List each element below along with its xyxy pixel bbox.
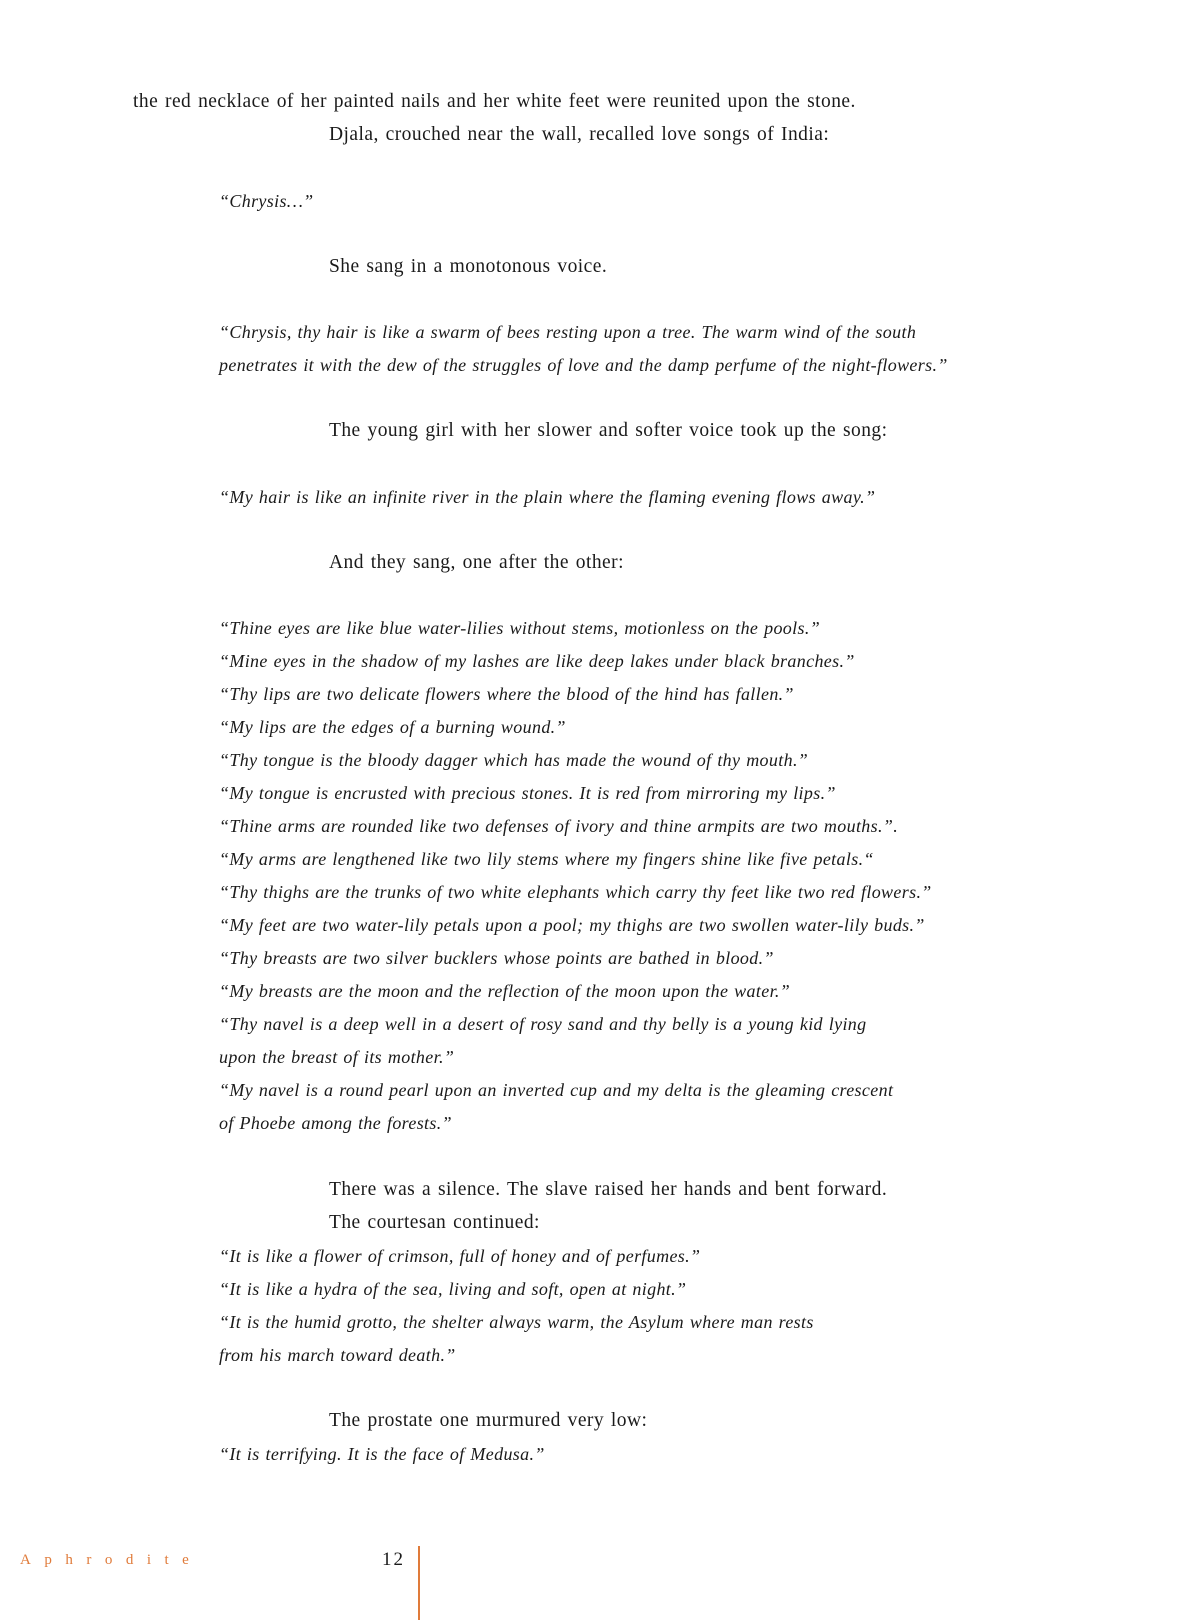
song-line: “It is like a flower of crimson, full of honey and of perfumes.” — [219, 1246, 701, 1266]
prose-line: The prostate one murmured very low: — [329, 1410, 648, 1431]
prose-line: There was a silence. The slave raised her hands and bent forward. — [329, 1179, 888, 1200]
prose-line: The courtesan continued: — [329, 1212, 540, 1233]
song-line: “It is the humid grotto, the shelter always warm, the Asylum where man rests — [219, 1312, 814, 1332]
song-line: “Thine eyes are like blue water-lilies without stems, motionless on the pools.” — [219, 618, 821, 638]
song-line: “Mine eyes in the shadow of my lashes are like deep lakes under black branches.” — [219, 651, 855, 671]
song-line: “Thy navel is a deep well in a desert of rosy sand and thy belly is a young kid lying — [219, 1014, 867, 1034]
song-line: “Thy breasts are two silver bucklers whose points are bathed in blood.” — [219, 948, 774, 968]
song-line: “Thine arms are rounded like two defenses of ivory and thine armpits are two mouths.”. — [219, 816, 899, 836]
song-line: “My hair is like an infinite river in the plain where the flaming evening flows away.” — [219, 487, 876, 507]
prose-line: the red necklace of her painted nails and her white feet were reunited upon the stone. — [133, 91, 856, 112]
song-line: “Thy thighs are the trunks of two white elephants which carry thy feet like two red flowers.” — [219, 882, 932, 902]
song-line: “My breasts are the moon and the reflection of the moon upon the water.” — [219, 981, 791, 1001]
song-line: from his march toward death.” — [219, 1345, 456, 1365]
song-line: of Phoebe among the forests.” — [219, 1113, 452, 1133]
song-line: “My lips are the edges of a burning wound.” — [219, 717, 566, 737]
song-line: “My arms are lengthened like two lily stems where my fingers shine like five petals.“ — [219, 849, 874, 869]
prose-line: And they sang, one after the other: — [329, 552, 624, 573]
song-line: “My navel is a round pearl upon an inverted cup and my delta is the gleaming crescent — [219, 1080, 894, 1100]
song-line: “Thy tongue is the bloody dagger which has made the wound of thy mouth.” — [219, 750, 809, 770]
song-line: “My tongue is encrusted with precious stones. It is red from mirroring my lips.” — [219, 783, 836, 803]
prose-line: The young girl with her slower and softer voice took up the song: — [329, 420, 888, 441]
running-title: Aphrodite — [20, 1552, 203, 1568]
song-line: “Chrysis…” — [219, 191, 314, 211]
song-line: “My feet are two water-lily petals upon a pool; my thighs are two swollen water-lily buds.” — [219, 915, 925, 935]
song-line: “Thy lips are two delicate flowers where the blood of the hind has fallen.” — [219, 684, 794, 704]
song-line: “Chrysis, thy hair is like a swarm of bees resting upon a tree. The warm wind of the south — [219, 322, 917, 342]
song-line: “It is like a hydra of the sea, living and soft, open at night.” — [219, 1279, 687, 1299]
prose-line: She sang in a monotonous voice. — [329, 256, 608, 277]
song-line: “It is terrifying. It is the face of Medusa.” — [219, 1444, 545, 1464]
song-line: upon the breast of its mother.” — [219, 1047, 455, 1067]
page-number: 12 — [382, 1549, 405, 1570]
song-line: penetrates it with the dew of the struggles of love and the damp perfume of the night-flowers.” — [219, 355, 948, 375]
footer-rule — [418, 1546, 420, 1620]
prose-line: Djala, crouched near the wall, recalled love songs of India: — [329, 124, 830, 145]
